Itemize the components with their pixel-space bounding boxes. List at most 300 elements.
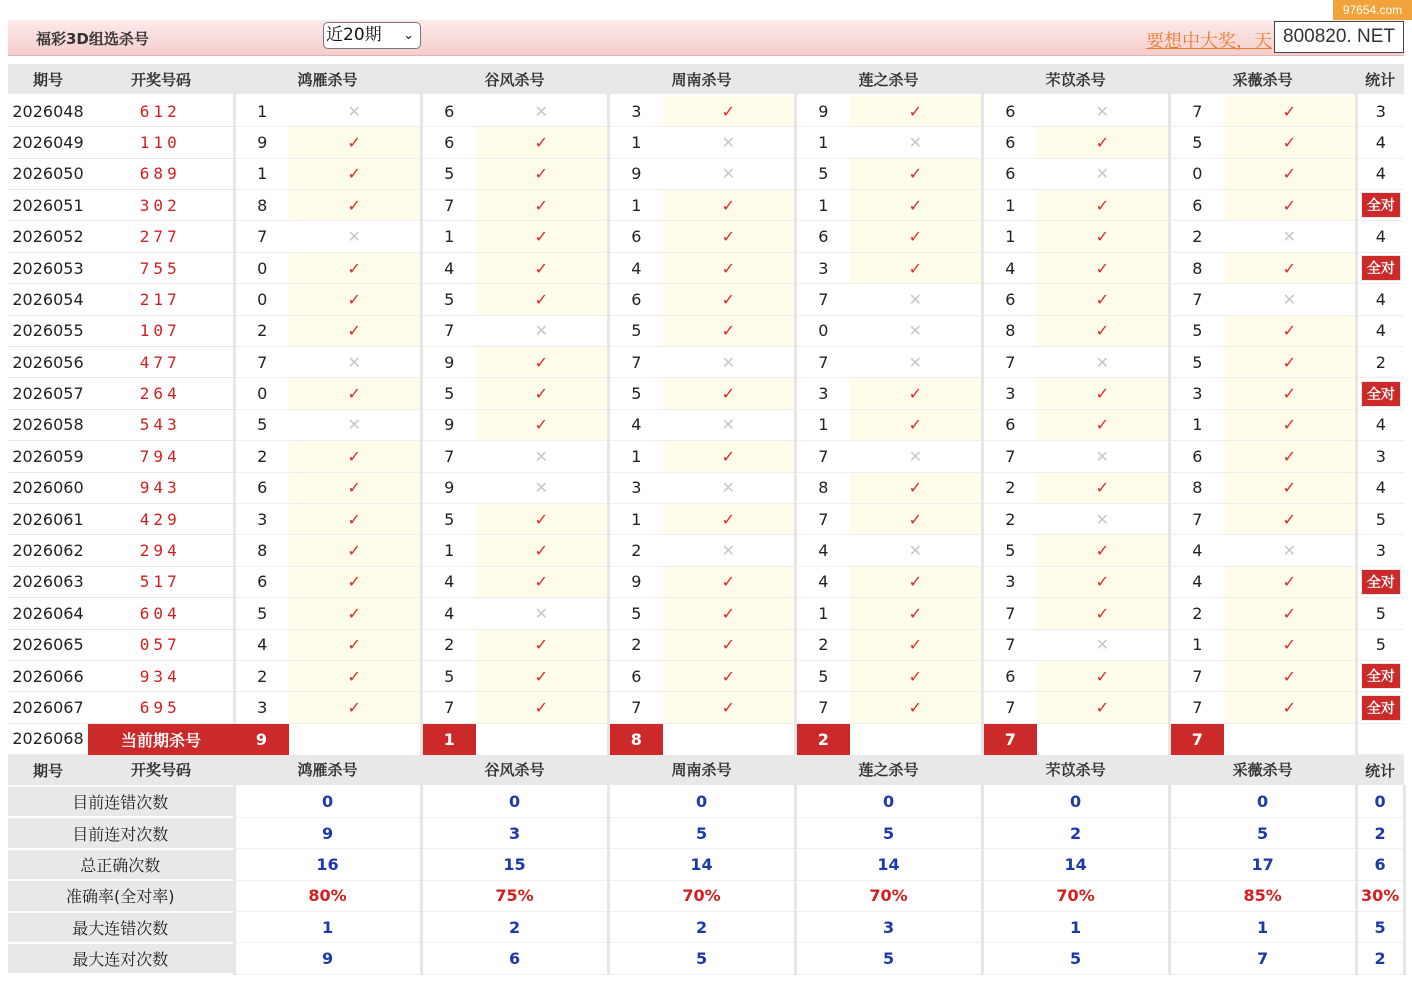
check-icon: ✓ xyxy=(1037,692,1169,723)
cross-icon: ✕ xyxy=(1224,284,1356,315)
kill-value: 4 xyxy=(421,566,476,597)
cross-icon: ✕ xyxy=(663,409,795,440)
check-icon: ✓ xyxy=(1224,503,1356,534)
check-icon: ✓ xyxy=(1224,629,1356,660)
kill-value: 7 xyxy=(234,347,289,378)
row-stat: 5 xyxy=(1356,629,1404,660)
kill-value: 7 xyxy=(421,692,476,723)
kill-value: 7 xyxy=(795,441,850,472)
table-row xyxy=(8,535,1404,566)
cross-icon: ✕ xyxy=(850,347,982,378)
kill-value: 6 xyxy=(982,95,1037,126)
table-row xyxy=(8,503,1404,534)
kill-value: 7 xyxy=(982,629,1037,660)
kill-value: 8 xyxy=(982,315,1037,346)
stat-value: 17 xyxy=(1169,849,1356,880)
kill-value: 2 xyxy=(234,441,289,472)
stat-row xyxy=(8,912,1404,943)
check-icon: ✓ xyxy=(850,472,982,503)
kill-value: 6 xyxy=(982,158,1037,189)
stat-value: 1 xyxy=(1169,912,1356,943)
check-icon: ✓ xyxy=(1037,190,1169,221)
period-select-value: 近20期 xyxy=(326,25,382,45)
issue-number: 2026066 xyxy=(8,660,88,691)
row-stat xyxy=(1356,566,1404,597)
stat-value: 9 xyxy=(234,817,421,848)
check-icon: ✓ xyxy=(1037,472,1169,503)
kill-value: 7 xyxy=(982,441,1037,472)
check-icon: ✓ xyxy=(663,95,795,126)
kill-value: 4 xyxy=(982,252,1037,283)
page-title: 福彩3D组选杀号 xyxy=(36,30,149,48)
stat-value: 0 xyxy=(1169,786,1356,817)
kill-value: 2 xyxy=(234,660,289,691)
check-icon: ✓ xyxy=(476,503,608,534)
kill-value: 5 xyxy=(795,660,850,691)
check-icon: ✓ xyxy=(850,158,982,189)
kill-value: 8 xyxy=(1169,252,1224,283)
kill-value: 3 xyxy=(795,252,850,283)
kill-value: 9 xyxy=(421,347,476,378)
row-stat xyxy=(1356,378,1404,409)
row-stat: 4 xyxy=(1356,409,1404,440)
kill-value: 7 xyxy=(1169,503,1224,534)
current-issue-row xyxy=(8,723,1404,754)
check-icon: ✓ xyxy=(476,378,608,409)
cross-icon: ✕ xyxy=(850,535,982,566)
col-header-expert: 莲之杀号 xyxy=(795,755,982,786)
kill-value: 9 xyxy=(421,472,476,503)
row-stat: 4 xyxy=(1356,158,1404,189)
kill-value: 7 xyxy=(795,347,850,378)
check-icon: ✓ xyxy=(1224,660,1356,691)
kill-value: 7 xyxy=(608,347,663,378)
kill-value: 1 xyxy=(795,190,850,221)
check-icon: ✓ xyxy=(289,660,421,691)
all-correct-badge: 全对 xyxy=(1361,695,1401,721)
all-correct-badge: 全对 xyxy=(1361,255,1401,281)
table-row xyxy=(8,660,1404,691)
kill-value: 6 xyxy=(421,127,476,158)
kill-value: 3 xyxy=(795,378,850,409)
kill-value: 7 xyxy=(795,503,850,534)
stat-value: 5 xyxy=(1169,817,1356,848)
stat-value: 0 xyxy=(234,786,421,817)
col-header-issue: 期号 xyxy=(8,755,88,786)
kill-value: 5 xyxy=(421,158,476,189)
table-row xyxy=(8,252,1404,283)
check-icon: ✓ xyxy=(663,503,795,534)
kill-value: 5 xyxy=(1169,347,1224,378)
kill-value: 2 xyxy=(1169,598,1224,629)
check-icon: ✓ xyxy=(1037,598,1169,629)
kill-value: 0 xyxy=(795,315,850,346)
table-row xyxy=(8,472,1404,503)
issue-number: 2026050 xyxy=(8,158,88,189)
stat-value: 5 xyxy=(795,943,982,974)
kill-value: 3 xyxy=(982,378,1037,409)
stat-value: 2 xyxy=(421,912,608,943)
kill-value: 4 xyxy=(608,409,663,440)
kill-value: 1 xyxy=(608,503,663,534)
issue-number: 2026054 xyxy=(8,284,88,315)
stat-value: 14 xyxy=(982,849,1169,880)
check-icon: ✓ xyxy=(1224,127,1356,158)
cross-icon: ✕ xyxy=(289,221,421,252)
cross-icon: ✕ xyxy=(850,284,982,315)
all-correct-badge: 全对 xyxy=(1361,192,1401,218)
col-header-expert: 芣苡杀号 xyxy=(982,64,1169,95)
stat-value: 2 xyxy=(1356,943,1404,974)
kill-value: 6 xyxy=(608,221,663,252)
stat-value: 16 xyxy=(234,849,421,880)
check-icon: ✓ xyxy=(1224,95,1356,126)
kill-value: 2 xyxy=(234,315,289,346)
check-icon: ✓ xyxy=(476,221,608,252)
check-icon: ✓ xyxy=(476,127,608,158)
kill-value: 4 xyxy=(421,598,476,629)
row-stat xyxy=(1356,190,1404,221)
check-icon: ✓ xyxy=(289,252,421,283)
kill-value: 6 xyxy=(608,284,663,315)
kill-value: 9 xyxy=(421,409,476,440)
check-icon: ✓ xyxy=(850,409,982,440)
row-stat: 2 xyxy=(1356,347,1404,378)
check-icon: ✓ xyxy=(1224,598,1356,629)
check-icon: ✓ xyxy=(289,566,421,597)
check-icon: ✓ xyxy=(1224,315,1356,346)
kill-value: 4 xyxy=(421,252,476,283)
cross-icon: ✕ xyxy=(476,95,608,126)
kill-value: 2 xyxy=(795,629,850,660)
check-icon: ✓ xyxy=(663,692,795,723)
issue-number: 2026055 xyxy=(8,315,88,346)
stat-value: 6 xyxy=(421,943,608,974)
draw-number: 057 xyxy=(88,629,234,660)
current-kill-label: 当前期杀号 xyxy=(88,723,234,754)
kill-value: 1 xyxy=(234,95,289,126)
row-stat: 3 xyxy=(1356,535,1404,566)
table-row xyxy=(8,347,1404,378)
empty-cell xyxy=(1356,723,1404,754)
kill-value: 2 xyxy=(982,503,1037,534)
kill-value: 7 xyxy=(1169,284,1224,315)
issue-number: 2026048 xyxy=(8,95,88,126)
kill-value: 5 xyxy=(421,503,476,534)
kill-value: 3 xyxy=(608,95,663,126)
check-icon: ✓ xyxy=(289,127,421,158)
kill-value: 1 xyxy=(795,598,850,629)
draw-number: 934 xyxy=(88,660,234,691)
check-icon: ✓ xyxy=(663,315,795,346)
kill-value: 7 xyxy=(982,347,1037,378)
col-header-expert: 周南杀号 xyxy=(608,755,795,786)
kill-value: 5 xyxy=(608,378,663,409)
kill-value: 2 xyxy=(1169,221,1224,252)
kill-number-table xyxy=(8,64,1406,975)
current-kill-value: 2 xyxy=(795,723,850,754)
check-icon: ✓ xyxy=(850,252,982,283)
kill-value: 4 xyxy=(608,252,663,283)
stat-row xyxy=(8,849,1404,880)
kill-value: 5 xyxy=(234,409,289,440)
cross-icon: ✕ xyxy=(1224,535,1356,566)
check-icon: ✓ xyxy=(1224,692,1356,723)
issue-number: 2026068 xyxy=(8,723,88,754)
check-icon: ✓ xyxy=(1224,347,1356,378)
check-icon: ✓ xyxy=(476,347,608,378)
draw-number: 429 xyxy=(88,503,234,534)
stat-value: 1 xyxy=(234,912,421,943)
col-header-expert: 鸿雁杀号 xyxy=(234,64,421,95)
draw-number: 943 xyxy=(88,472,234,503)
kill-value: 1 xyxy=(421,535,476,566)
draw-number: 107 xyxy=(88,315,234,346)
stat-value: 3 xyxy=(421,817,608,848)
kill-value: 5 xyxy=(421,284,476,315)
cross-icon: ✕ xyxy=(663,347,795,378)
kill-value: 3 xyxy=(234,692,289,723)
stat-value: 14 xyxy=(608,849,795,880)
check-icon: ✓ xyxy=(476,629,608,660)
col-header-expert: 芣苡杀号 xyxy=(982,755,1169,786)
check-icon: ✓ xyxy=(663,566,795,597)
stat-value: 0 xyxy=(982,786,1169,817)
draw-number: 264 xyxy=(88,378,234,409)
kill-value: 4 xyxy=(1169,566,1224,597)
kill-value: 6 xyxy=(234,472,289,503)
kill-value: 8 xyxy=(795,472,850,503)
stat-value: 15 xyxy=(421,849,608,880)
draw-number: 755 xyxy=(88,252,234,283)
kill-value: 2 xyxy=(982,472,1037,503)
check-icon: ✓ xyxy=(1224,252,1356,283)
row-stat: 3 xyxy=(1356,441,1404,472)
col-header-expert: 莲之杀号 xyxy=(795,64,982,95)
kill-value: 6 xyxy=(234,566,289,597)
kill-value: 1 xyxy=(608,190,663,221)
table-row xyxy=(8,158,1404,189)
kill-value: 2 xyxy=(608,629,663,660)
check-icon: ✓ xyxy=(663,598,795,629)
check-icon: ✓ xyxy=(663,660,795,691)
check-icon: ✓ xyxy=(1037,127,1169,158)
kill-value: 3 xyxy=(234,503,289,534)
kill-value: 5 xyxy=(608,315,663,346)
row-stat: 4 xyxy=(1356,127,1404,158)
cross-icon: ✕ xyxy=(1037,158,1169,189)
kill-value: 1 xyxy=(795,127,850,158)
draw-number: 217 xyxy=(88,284,234,315)
cross-icon: ✕ xyxy=(289,347,421,378)
kill-value: 7 xyxy=(982,598,1037,629)
issue-number: 2026056 xyxy=(8,347,88,378)
stat-row xyxy=(8,880,1404,911)
table-row xyxy=(8,566,1404,597)
check-icon: ✓ xyxy=(476,190,608,221)
check-icon: ✓ xyxy=(663,441,795,472)
check-icon: ✓ xyxy=(1224,566,1356,597)
check-icon: ✓ xyxy=(850,660,982,691)
check-icon: ✓ xyxy=(476,284,608,315)
stat-value: 70% xyxy=(982,880,1169,911)
stat-label: 目前连对次数 xyxy=(8,817,234,848)
kill-value: 7 xyxy=(421,441,476,472)
check-icon: ✓ xyxy=(850,221,982,252)
issue-number: 2026064 xyxy=(8,598,88,629)
cross-icon: ✕ xyxy=(1037,441,1169,472)
kill-value: 6 xyxy=(982,660,1037,691)
kill-value: 3 xyxy=(1169,378,1224,409)
check-icon: ✓ xyxy=(850,95,982,126)
site-watermark: 97654.com xyxy=(1333,0,1412,20)
table-row xyxy=(8,127,1404,158)
stat-value: 0 xyxy=(421,786,608,817)
kill-value: 6 xyxy=(982,284,1037,315)
empty-cell xyxy=(1037,723,1169,754)
table-row xyxy=(8,190,1404,221)
row-stat xyxy=(1356,692,1404,723)
kill-value: 1 xyxy=(608,127,663,158)
header-row xyxy=(8,755,1404,786)
cross-icon: ✕ xyxy=(663,158,795,189)
table-row xyxy=(8,378,1404,409)
kill-value: 0 xyxy=(234,252,289,283)
check-icon: ✓ xyxy=(663,378,795,409)
current-kill-value: 1 xyxy=(421,723,476,754)
cross-icon: ✕ xyxy=(850,441,982,472)
check-icon: ✓ xyxy=(1224,472,1356,503)
all-correct-badge: 全对 xyxy=(1361,569,1401,595)
kill-value: 5 xyxy=(421,660,476,691)
stat-value: 5 xyxy=(1356,912,1404,943)
kill-value: 1 xyxy=(982,190,1037,221)
check-icon: ✓ xyxy=(1037,566,1169,597)
table-row xyxy=(8,95,1404,126)
draw-number: 695 xyxy=(88,692,234,723)
cross-icon: ✕ xyxy=(663,472,795,503)
stat-value: 1 xyxy=(982,912,1169,943)
check-icon: ✓ xyxy=(663,221,795,252)
check-icon: ✓ xyxy=(850,629,982,660)
kill-value: 4 xyxy=(234,629,289,660)
kill-value: 7 xyxy=(1169,692,1224,723)
draw-number: 277 xyxy=(88,221,234,252)
kill-value: 6 xyxy=(608,660,663,691)
issue-number: 2026049 xyxy=(8,127,88,158)
draw-number: 294 xyxy=(88,535,234,566)
kill-value: 6 xyxy=(982,409,1037,440)
stat-value: 5 xyxy=(982,943,1169,974)
empty-cell xyxy=(289,723,421,754)
draw-number: 517 xyxy=(88,566,234,597)
kill-value: 7 xyxy=(1169,95,1224,126)
cross-icon: ✕ xyxy=(850,127,982,158)
kill-value: 8 xyxy=(234,190,289,221)
check-icon: ✓ xyxy=(289,598,421,629)
kill-value: 1 xyxy=(982,221,1037,252)
kill-value: 5 xyxy=(608,598,663,629)
site-logo-box[interactable]: 800820. NET xyxy=(1274,21,1404,53)
check-icon: ✓ xyxy=(476,158,608,189)
check-icon: ✓ xyxy=(1037,252,1169,283)
check-icon: ✓ xyxy=(663,629,795,660)
check-icon: ✓ xyxy=(476,692,608,723)
promo-link[interactable]: 要想中大奖，天 xyxy=(1146,31,1272,52)
draw-number: 110 xyxy=(88,127,234,158)
kill-value: 4 xyxy=(1169,535,1224,566)
current-kill-value: 7 xyxy=(982,723,1037,754)
kill-value: 9 xyxy=(608,158,663,189)
table-row xyxy=(8,692,1404,723)
cross-icon: ✕ xyxy=(476,598,608,629)
col-header-expert: 周南杀号 xyxy=(608,64,795,95)
table-row xyxy=(8,315,1404,346)
kill-value: 5 xyxy=(234,598,289,629)
kill-value: 0 xyxy=(1169,158,1224,189)
draw-number: 302 xyxy=(88,190,234,221)
period-select[interactable] xyxy=(323,22,421,49)
kill-value: 7 xyxy=(421,190,476,221)
kill-value: 8 xyxy=(1169,472,1224,503)
draw-number: 794 xyxy=(88,441,234,472)
current-kill-value: 7 xyxy=(1169,723,1224,754)
issue-number: 2026065 xyxy=(8,629,88,660)
kill-value: 6 xyxy=(982,127,1037,158)
check-icon: ✓ xyxy=(850,503,982,534)
check-icon: ✓ xyxy=(1224,409,1356,440)
check-icon: ✓ xyxy=(1037,315,1169,346)
check-icon: ✓ xyxy=(476,566,608,597)
draw-number: 689 xyxy=(88,158,234,189)
check-icon: ✓ xyxy=(289,284,421,315)
table-row xyxy=(8,629,1404,660)
cross-icon: ✕ xyxy=(476,315,608,346)
kill-value: 7 xyxy=(234,221,289,252)
row-stat: 3 xyxy=(1356,95,1404,126)
row-stat: 4 xyxy=(1356,315,1404,346)
check-icon: ✓ xyxy=(476,252,608,283)
stat-value: 80% xyxy=(234,880,421,911)
kill-value: 2 xyxy=(608,535,663,566)
stat-value: 3 xyxy=(795,912,982,943)
cross-icon: ✕ xyxy=(476,441,608,472)
issue-number: 2026052 xyxy=(8,221,88,252)
issue-number: 2026062 xyxy=(8,535,88,566)
draw-number: 477 xyxy=(88,347,234,378)
cross-icon: ✕ xyxy=(476,472,608,503)
stat-value: 9 xyxy=(234,943,421,974)
col-header-stat: 统计 xyxy=(1356,64,1404,95)
table-row xyxy=(8,284,1404,315)
stat-value: 5 xyxy=(608,943,795,974)
kill-value: 5 xyxy=(1169,127,1224,158)
stat-value: 14 xyxy=(795,849,982,880)
check-icon: ✓ xyxy=(1037,535,1169,566)
kill-value: 9 xyxy=(234,127,289,158)
col-header-expert: 鸿雁杀号 xyxy=(234,755,421,786)
check-icon: ✓ xyxy=(850,378,982,409)
check-icon: ✓ xyxy=(1037,409,1169,440)
empty-cell xyxy=(1224,723,1356,754)
check-icon: ✓ xyxy=(1224,378,1356,409)
kill-value: 3 xyxy=(982,566,1037,597)
check-icon: ✓ xyxy=(289,441,421,472)
stat-row xyxy=(8,817,1404,848)
row-stat xyxy=(1356,660,1404,691)
kill-value: 1 xyxy=(1169,409,1224,440)
kill-value: 8 xyxy=(234,535,289,566)
